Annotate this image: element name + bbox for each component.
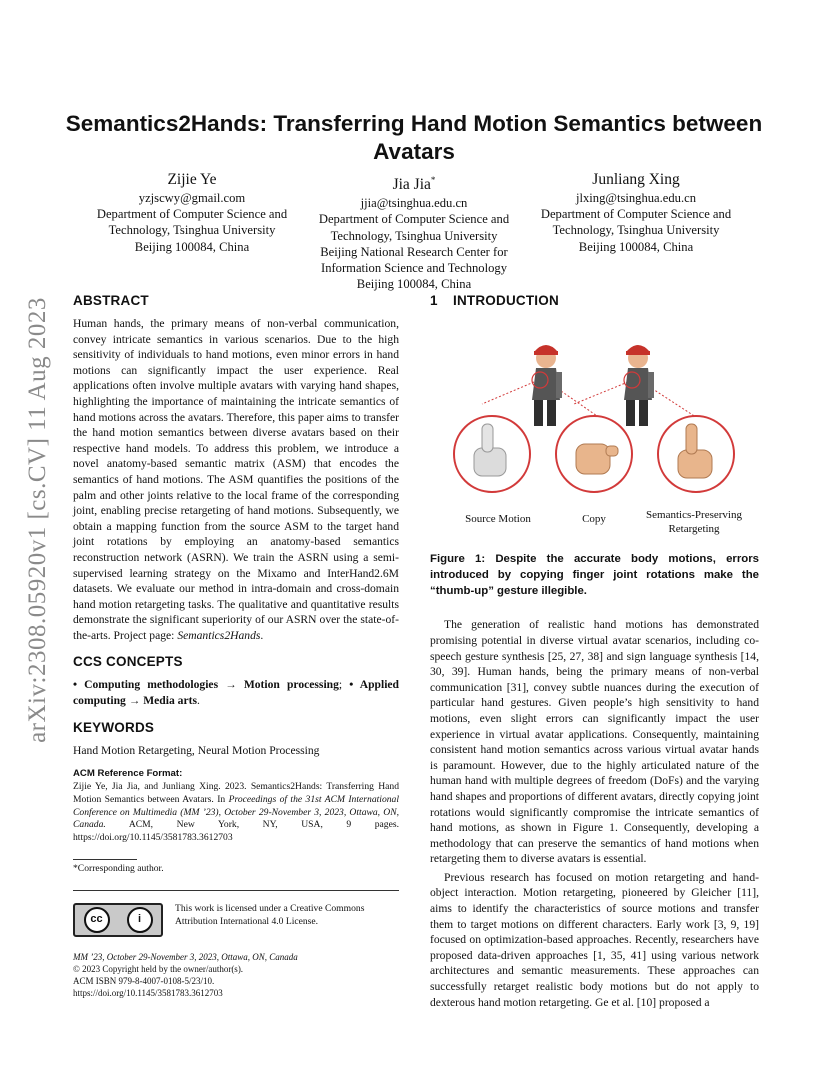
author-affiliation: Beijing National Research Center for bbox=[320, 244, 508, 259]
figure-label-retargeting: Semantics-Preserving Retargeting bbox=[646, 509, 742, 535]
author-email[interactable]: jjia@tsinghua.edu.cn bbox=[360, 196, 468, 211]
cc-by-badge[interactable] bbox=[73, 903, 163, 937]
avatar-figure-left bbox=[532, 345, 562, 426]
arxiv-identifier-text: arXiv:2308.05920v1 [cs.CV] 11 Aug 2023 bbox=[24, 297, 51, 743]
publication-info: MM ’23, October 29-November 3, 2023, Ottawa, ON, Canada © 2023 Copyright held by the owner/author(s). ACM ISBN 979-8-4007-0108-5/23/10. https://doi.org/10.1145/3581783.3612703 bbox=[73, 951, 399, 999]
intro-paragraph-2: Previous research has focused on motion retargeting and hand-object interaction. Motion retargeting, pioneered by Gleicher [11], aims to identify the characteristics of source motions and transfer them to target motions on different characters. Early work [3, 9, 19] focused on optimization-based approaches. Recently, researchers have proposed data-driven approaches [1, 35, 41] using various network architectures and semantic measurements. These approaches can successfully retarget realistic body motions but do not apply to dexterous hand motion retargeting. Ge et al. [10] proposed a bbox=[430, 870, 759, 1009]
author-affiliation: Department of Computer Science and bbox=[318, 212, 510, 227]
figure-1 bbox=[430, 316, 759, 534]
abstract-heading: ABSTRACT bbox=[73, 293, 149, 308]
author-affiliation: Technology, Tsinghua University bbox=[108, 223, 276, 238]
footnote-rule bbox=[73, 859, 137, 860]
acm-reference-heading: ACM Reference Format: bbox=[73, 768, 183, 780]
title-line-1: Semantics2Hands: Transferring Hand Motion Semantics between bbox=[65, 111, 763, 136]
author-block-1 bbox=[86, 170, 298, 255]
author-email[interactable]: jlxing@tsinghua.edu.cn bbox=[575, 191, 697, 205]
author-name: Jia Jia* bbox=[392, 175, 436, 194]
ccs-heading: CCS CONCEPTS bbox=[73, 654, 183, 670]
figure-1-caption: Figure 1: Despite the accurate body motions, errors introduced by copying finger joint rotations make the “thumb-up” gesture illegible. bbox=[430, 553, 759, 597]
author-block-2 bbox=[308, 170, 520, 292]
figure-1-illustration bbox=[430, 316, 759, 534]
acm-reference-body: Zijie Ye, Jia Jia, and Junliang Xing. 2023. Semantics2Hands: Transferring Hand Motion Semantics between Avatars. In Proceedings of the 31st ACM International Conference on Multimedia (MM ’23), October 29-November 3, 2023, Ottawa, ON, Canada. ACM, New York, NY, USA, 9 pages. https://doi.org/10.1145/3581783.3612703 bbox=[73, 781, 399, 844]
attribution-icon: i bbox=[127, 907, 153, 933]
acm-reference bbox=[73, 768, 399, 845]
abstract-body: Human hands, the primary means of non-verbal communication, convey intricate semantics in various scenarios. Due to the high sensitivity of individuals to hand motions, even minor errors in hand motions can significantly impact the user experience. Real applications often involve multiple avatars with varying hand shapes, highlighting the importance of maintaining the intricate semantics of hand motions across the avatars. Therefore, this paper aims to transfer the hand motion semantics between diverse avatars based on their respective hand models. To address this problem, we introduce a novel anatomy-based semantic matrix (ASM) that encodes the semantics of hand motions. The ASM quantifies the positions of the palm and other joints relative to the local frame of the corresponding joint, enabling precise retargeting of hand motions. Subsequently, we obtain a mapping function from the source ASM to the target hand joint rotations by employing an anatomy-based semantics reconstruction network (ASRN). We train the ASRN using a semi-supervised learning strategy on the Mixamo and InterHand2.6M datasets. We evaluate our method in intra-domain and cross-domain hand motion retargeting tasks. The qualitative and quantitative results demonstrate the significant superiority of our ASRN over the state-of-the-arts. Project page: Semantics2Hands. bbox=[73, 317, 399, 642]
doi-link[interactable]: https://doi.org/10.1145/3581783.3612703 bbox=[73, 987, 223, 998]
ccs-body: • Computing methodologies → Motion processing; • Applied computing → Media arts. bbox=[73, 678, 400, 708]
author-email[interactable]: yzjscwy@gmail.com bbox=[138, 191, 246, 205]
corresponding-mark: * bbox=[430, 175, 436, 185]
cc-icon: cc bbox=[84, 907, 110, 933]
figure-label-copy: Copy bbox=[582, 513, 606, 525]
author-affiliation: Beijing 100084, China bbox=[578, 239, 694, 254]
license-row bbox=[73, 903, 399, 937]
keywords-heading: KEYWORDS bbox=[73, 719, 155, 735]
author-affiliation: Technology, Tsinghua University bbox=[552, 223, 720, 238]
paper-title bbox=[60, 110, 768, 166]
intro-paragraph-1: The generation of realistic hand motions has demonstrated promising potential in diverse virtual avatar scenarios, including co-speech gesture synthesis [25, 27, 38] and sign language synthesis [14, 30, 39]. Human hands, being the primary means of non-verbal communication [31], convey subtle nuances during the execution of particular hand gestures. Given people’s high sensitivity to hand motions, even slight errors can significantly impact the user experience in virtual avatar applications. Consequently, maintaining consistent hand motion semantics across various virtual avatar hands is paramount. However, due to the highly articulated nature of the human hand with multiple degrees of freedom (DoFs) and the varying hand shapes and proportions of different avatars, directly copying joint rotations would significantly compromise the intricate semantics of hand motions, as shown in Figure 1. Consequently, developing a methodology that can preserve the semantics of hand motions when retargeting them to diverse avatars is essential. bbox=[430, 618, 759, 866]
keywords-body: Hand Motion Retargeting, Neural Motion Processing bbox=[73, 743, 320, 757]
hand-retargeted bbox=[658, 416, 734, 492]
hand-copy bbox=[556, 416, 632, 492]
introduction-heading: 1 INTRODUCTION bbox=[430, 293, 559, 308]
left-column bbox=[73, 292, 399, 999]
author-affiliation: Information Science and Technology bbox=[321, 260, 507, 275]
author-affiliation: Department of Computer Science and bbox=[96, 207, 288, 222]
footnote: *Corresponding author. bbox=[73, 863, 164, 875]
title-line-2: Avatars bbox=[373, 139, 455, 164]
project-page-link[interactable]: Semantics2Hands bbox=[177, 628, 261, 642]
author-affiliation: Technology, Tsinghua University bbox=[330, 228, 498, 243]
arxiv-identifier bbox=[20, 280, 56, 760]
author-affiliation: Beijing 100084, China bbox=[134, 239, 250, 254]
author-name: Zijie Ye bbox=[167, 171, 217, 188]
hand-source bbox=[454, 416, 530, 492]
author-name: Junliang Xing bbox=[592, 171, 680, 188]
right-column bbox=[430, 292, 759, 1010]
author-block-3 bbox=[530, 170, 742, 255]
figure-label-source: Source Motion bbox=[465, 513, 531, 525]
author-affiliation: Beijing 100084, China bbox=[356, 277, 472, 292]
avatar-figure-right bbox=[624, 345, 654, 426]
author-affiliation: Department of Computer Science and bbox=[540, 207, 732, 222]
license-text: This work is licensed under a Creative Commons Attribution International 4.0 License. bbox=[175, 902, 365, 927]
license-rule bbox=[73, 890, 399, 891]
